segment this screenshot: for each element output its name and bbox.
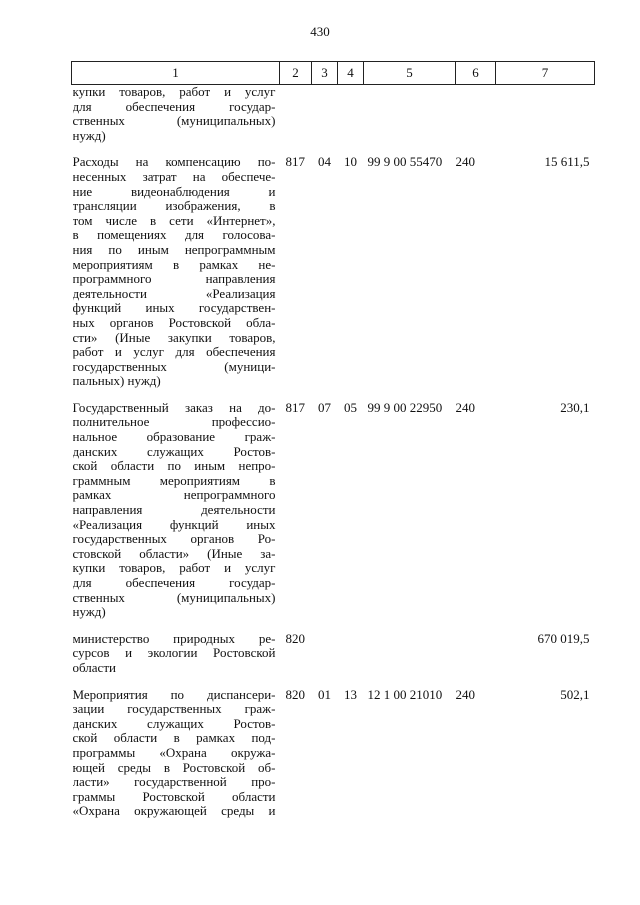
description-line: Мероприятия по диспансери- [72,687,276,702]
row-ministry-code: 817 [285,154,305,170]
table-row [72,632,595,688]
description-line: пальных) нужд) [72,374,161,389]
description-line: области [72,660,116,675]
description-line: ласти» государственной про- [72,775,276,790]
description-line: зации государственных граж- [72,702,276,717]
header-col-6: 6 [456,62,496,85]
row-description [72,632,280,688]
description-line: «Охрана окружающей среды и [72,804,276,819]
row-subsection-code: 10 [344,154,357,170]
table-row [72,688,595,819]
table-header [72,62,595,85]
page-number: 430 [310,24,330,39]
row-target-article [364,632,456,688]
description-line: Государственный заказ на до- [72,400,276,415]
row-description [72,155,280,401]
table-row [72,85,595,156]
row-expense-type [456,85,496,156]
description-line: ской области по иным непро- [72,459,276,474]
table-row [72,401,595,632]
description-line: ской области в рамках под- [72,731,276,746]
row-target-article: 12 1 00 21010 [367,686,443,702]
budget-table [71,61,595,819]
description-line: граммы Ростовской области [72,789,276,804]
description-line: ние видеонаблюдения и [72,184,276,199]
description-line: стовской области» (Иные за- [72,546,276,561]
table-row [72,155,595,401]
row-amount [496,85,595,156]
description-line: сти» (Иные закупки товаров, [72,330,276,345]
description-line: Расходы на компенсацию по- [72,155,276,170]
description-line: полнительное профессио- [72,415,276,430]
row-subsection-code [338,85,364,156]
description-line: программы «Охрана окружа- [72,745,276,760]
description-line: купки товаров, работ и услуг [72,85,276,99]
row-expense-type: 240 [455,399,475,415]
header-col-1: 1 [72,62,280,85]
description-line: работ и услуг для обеспечения [72,345,276,360]
description-line: несенных затрат на обеспече- [72,169,276,184]
description-line: для обеспечения государ- [72,99,276,114]
description-line: программного направления [72,272,276,287]
description-line: ющей среды в Ростовской об- [72,760,276,775]
description-line: данских служащих Ростов- [72,716,276,731]
row-ministry-code: 817 [285,399,305,415]
description-line: ственных (муниципальных) [72,590,276,605]
row-subsection-code: 13 [344,686,357,702]
row-section-code [312,632,338,688]
row-expense-type: 240 [455,154,475,170]
row-section-code: 07 [318,399,331,415]
description-line: купки товаров, работ и услуг [72,561,276,576]
description-line: трансляции изображения, в [72,199,276,214]
description-line: для обеспечения государ- [72,576,276,590]
header-col-2: 2 [280,62,312,85]
description-line: ственных (муниципальных) [72,114,276,129]
row-section-code [312,85,338,156]
header-col-3: 3 [312,62,338,85]
row-target-article [364,85,456,156]
description-line: направления деятельности [72,503,276,518]
description-line: том числе в сети «Интернет», [72,213,276,228]
description-line: мероприятиям в рамках не- [72,257,276,272]
description-line: государственных органов Ро- [72,532,276,547]
row-target-article: 99 9 00 55470 [367,154,443,170]
description-line: «Реализация функций иных [72,517,276,532]
description-line: министерство природных ре- [72,631,276,646]
row-subsection-code: 05 [344,399,357,415]
row-target-article: 99 9 00 22950 [367,399,443,415]
row-expense-type: 240 [455,686,475,702]
row-section-code: 01 [318,686,331,702]
description-line: государственных (муници- [72,359,276,374]
description-line: граммным мероприятиям в [72,473,276,488]
description-line: в помещениях для голосова- [72,228,276,243]
row-amount: 15 611,5 [544,154,590,170]
description-line: сурсов и экологии Ростовской [72,646,276,661]
row-ministry-code: 820 [285,686,305,702]
row-amount: 230,1 [560,399,590,415]
row-description [72,688,280,819]
description-line: нужд) [72,605,106,620]
row-ministry-code [280,85,312,156]
row-description [72,85,280,156]
table-body [72,85,595,819]
description-line: данских служащих Ростов- [72,444,276,459]
description-line: нальное образование граж- [72,430,276,445]
row-subsection-code [338,632,364,688]
row-amount: 502,1 [560,686,590,702]
header-col-4: 4 [338,62,364,85]
row-section-code: 04 [318,154,331,170]
row-ministry-code: 820 [285,630,305,646]
description-line: ных органов Ростовской обла- [72,315,276,330]
row-expense-type [456,632,496,688]
header-col-5: 5 [364,62,456,85]
header-row [72,62,595,85]
description-line: деятельности «Реализация [72,286,276,301]
description-line: ния по иным непрограммным [72,242,276,257]
header-col-7: 7 [496,62,595,85]
description-line: функций иных государствен- [72,301,276,316]
row-description [72,401,280,632]
description-line: рамках непрограммного [72,488,276,503]
row-amount: 670 019,5 [537,630,590,646]
description-line: нужд) [72,128,106,143]
